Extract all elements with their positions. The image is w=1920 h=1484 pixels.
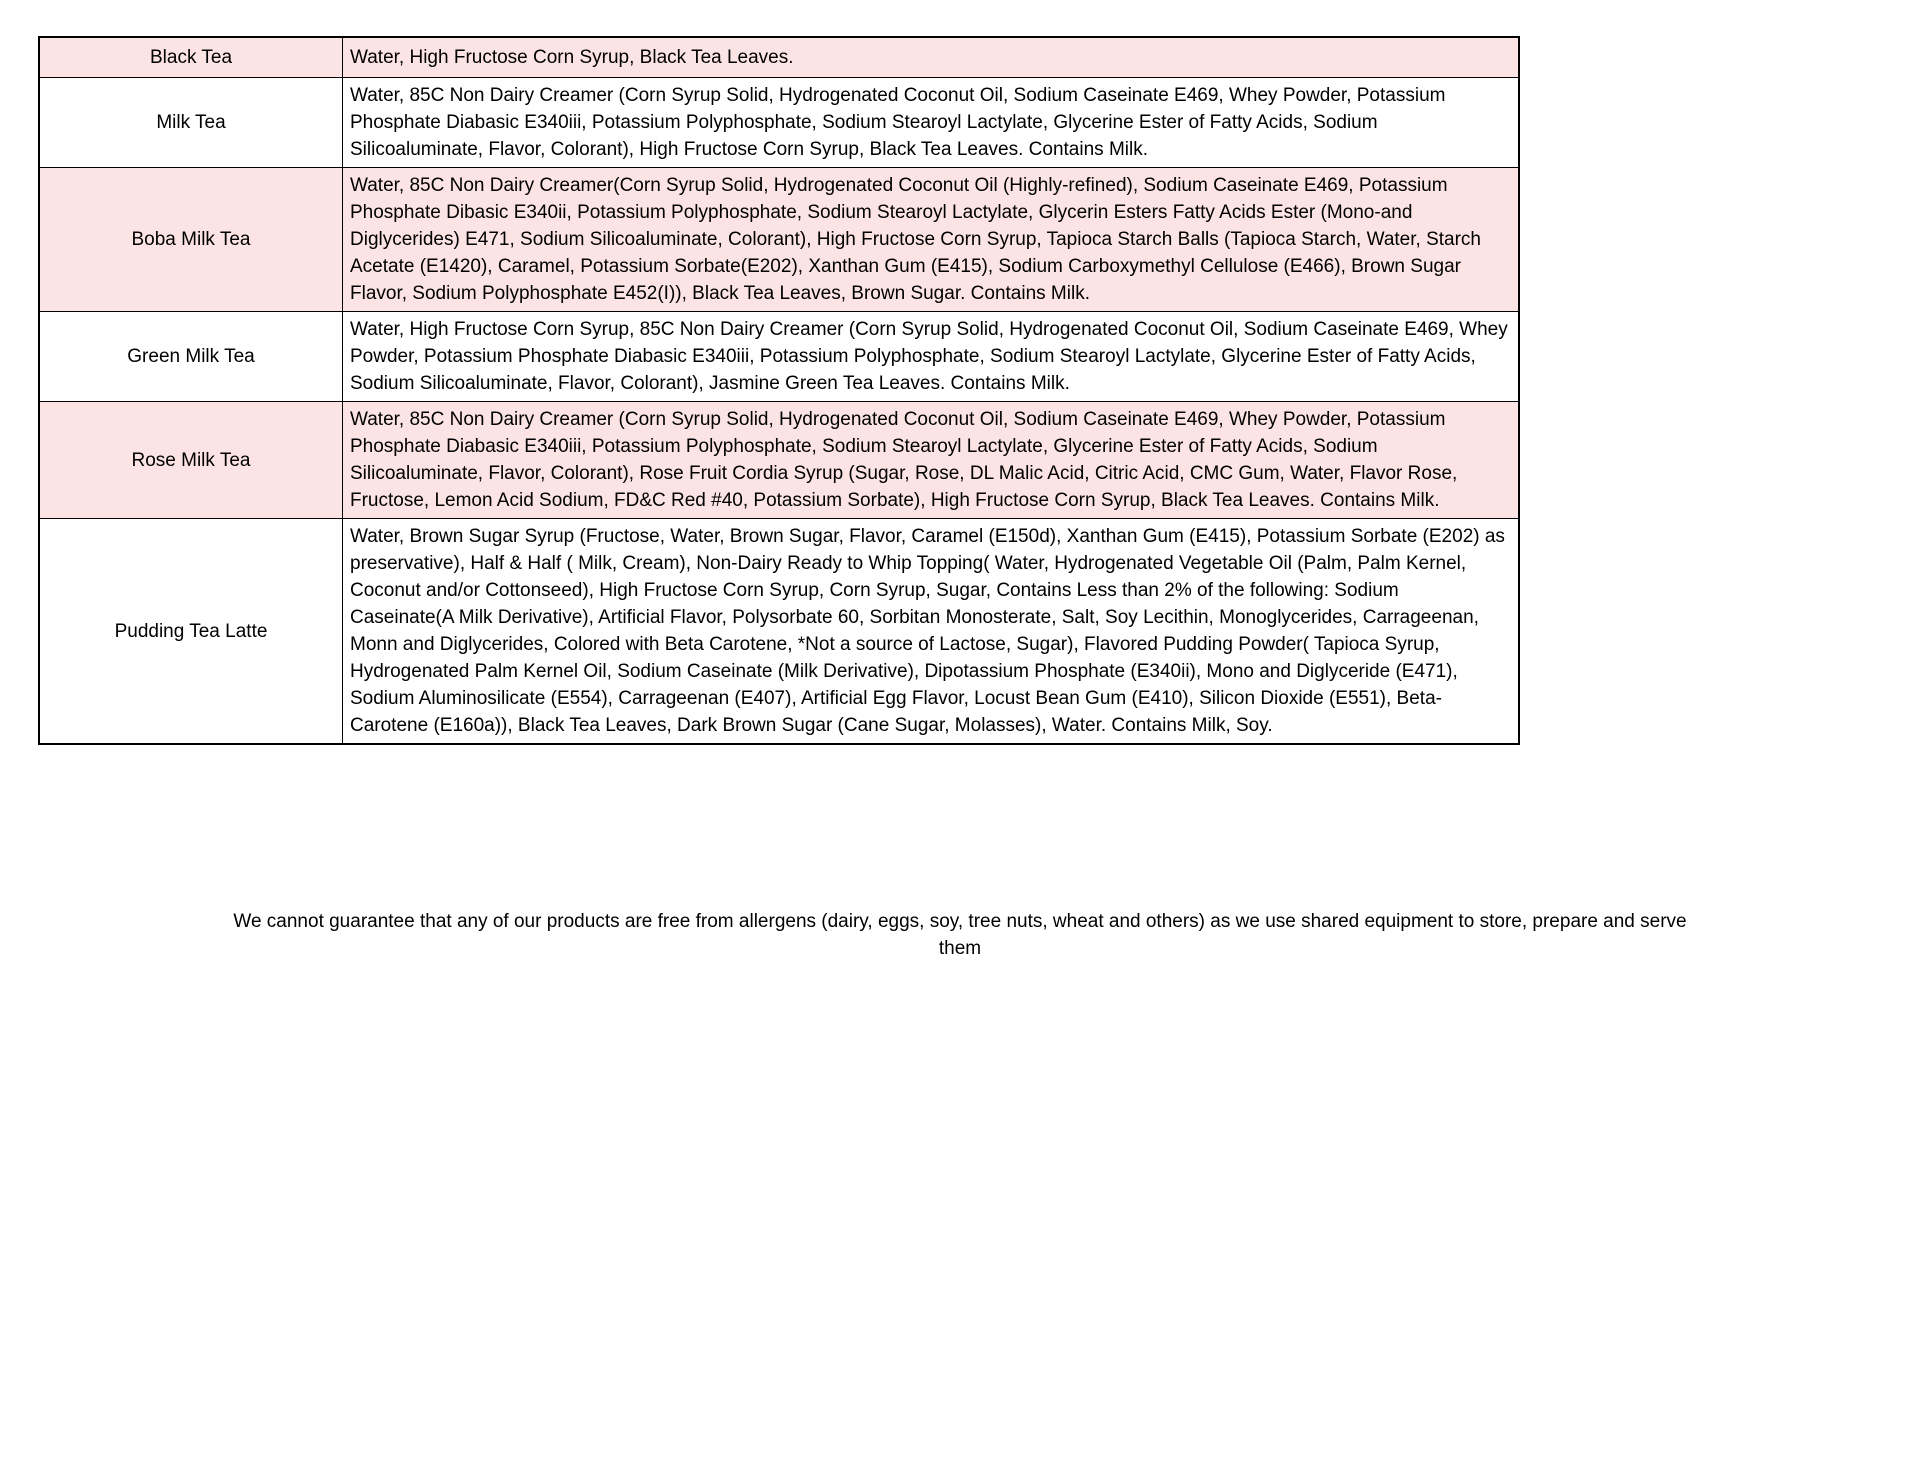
drink-ingredients-table [38, 36, 1520, 745]
ingredients-cell: Water, 85C Non Dairy Creamer(Corn Syrup Solid, Hydrogenated Coconut Oil (Highly-refined), Sodium Caseinate E469, Potassium Phosphate Dibasic E340ii, Potassium Polyphosphate, Sodium Stearoyl Lactylate, Glycerin Esters Fatty Acids Ester (Mono-and Diglycerides) E471, Sodium Silicoaluminate, Colorant), High Fructose Corn Syrup, Tapioca Starch Balls (Tapioca Starch, Water, Starch Acetate (E1420), Caramel, Potassium Sorbate(E202), Xanthan Gum (E415), Sodium Carboxymethyl Cellulose (E466), Brown Sugar Flavor, Sodium Polyphosphate E452(I)), Black Tea Leaves, Brown Sugar. Contains Milk. [343, 168, 1520, 312]
table-row [39, 37, 1519, 78]
drink-name-cell: Boba Milk Tea [39, 168, 343, 312]
ingredients-cell: Water, 85C Non Dairy Creamer (Corn Syrup Solid, Hydrogenated Coconut Oil, Sodium Caseinate E469, Whey Powder, Potassium Phosphate Diabasic E340iii, Potassium Polyphosphate, Sodium Stearoyl Lactylate, Glycerine Ester of Fatty Acids, Sodium Silicoaluminate, Flavor, Colorant), Rose Fruit Cordia Syrup (Sugar, Rose, DL Malic Acid, Citric Acid, CMC Gum, Water, Flavor Rose, Fructose, Lemon Acid Sodium, FD&C Red #40, Potassium Sorbate), High Fructose Corn Syrup, Black Tea Leaves. Contains Milk. [343, 402, 1520, 519]
drink-name-cell: Rose Milk Tea [39, 402, 343, 519]
ingredients-cell: Water, 85C Non Dairy Creamer (Corn Syrup Solid, Hydrogenated Coconut Oil, Sodium Caseinate E469, Whey Powder, Potassium Phosphate Diabasic E340iii, Potassium Polyphosphate, Sodium Stearoyl Lactylate, Glycerine Ester of Fatty Acids, Sodium Silicoaluminate, Flavor, Colorant), High Fructose Corn Syrup, Black Tea Leaves. Contains Milk. [343, 78, 1520, 168]
ingredients-cell: Water, High Fructose Corn Syrup, Black Tea Leaves. [343, 37, 1520, 78]
drink-name-cell: Milk Tea [39, 78, 343, 168]
ingredients-cell: Water, High Fructose Corn Syrup, 85C Non Dairy Creamer (Corn Syrup Solid, Hydrogenated Coconut Oil, Sodium Caseinate E469, Whey Powder, Potassium Phosphate Diabasic E340iii, Potassium Polyphosphate, Sodium Stearoyl Lactylate, Glycerine Ester of Fatty Acids, Sodium Silicoaluminate, Flavor, Colorant), Jasmine Green Tea Leaves. Contains Milk. [343, 312, 1520, 402]
table-row [39, 312, 1519, 402]
drink-name-cell: Black Tea [39, 37, 343, 78]
allergen-disclaimer: We cannot guarantee that any of our products are free from allergens (dairy, eggs, soy, tree nuts, wheat and others) as we use shared equipment to store, prepare and serve them [233, 911, 1687, 959]
ingredients-cell: Water, Brown Sugar Syrup (Fructose, Water, Brown Sugar, Flavor, Caramel (E150d), Xanthan Gum (E415), Potassium Sorbate (E202) as preservative), Half & Half ( Milk, Cream), Non-Dairy Ready to Whip Topping( Water, Hydrogenated Vegetable Oil (Palm, Palm Kernel, Coconut and/or Cottonseed), High Fructose Corn Syrup, Corn Syrup, Sugar, Contains Less than 2% of the following: Sodium Caseinate(A Milk Derivative), Artificial Flavor, Polysorbate 60, Sorbitan Monosterate, Salt, Soy Lecithin, Monoglycerides, Carrageenan, Monn and Diglycerides, Colored with Beta Carotene, *Not a source of Lactose, Sugar), Flavored Pudding Powder( Tapioca Syrup, Hydrogenated Palm Kernel Oil, Sodium Caseinate (Milk Derivative), Dipotassium Phosphate (E340ii), Mono and Diglyceride (E471), Sodium Aluminosilicate (E554), Carrageenan (E407), Artificial Egg Flavor, Locust Bean Gum (E410), Silicon Dioxide (E551), Beta-Carotene (E160a)), Black Tea Leaves, Dark Brown Sugar (Cane Sugar, Molasses), Water. Contains Milk, Soy. [343, 519, 1520, 745]
table-row [39, 168, 1519, 312]
drink-name-cell: Green Milk Tea [39, 312, 343, 402]
drink-name-cell: Pudding Tea Latte [39, 519, 343, 745]
table-row [39, 519, 1519, 745]
table-row [39, 78, 1519, 168]
table-row [39, 402, 1519, 519]
